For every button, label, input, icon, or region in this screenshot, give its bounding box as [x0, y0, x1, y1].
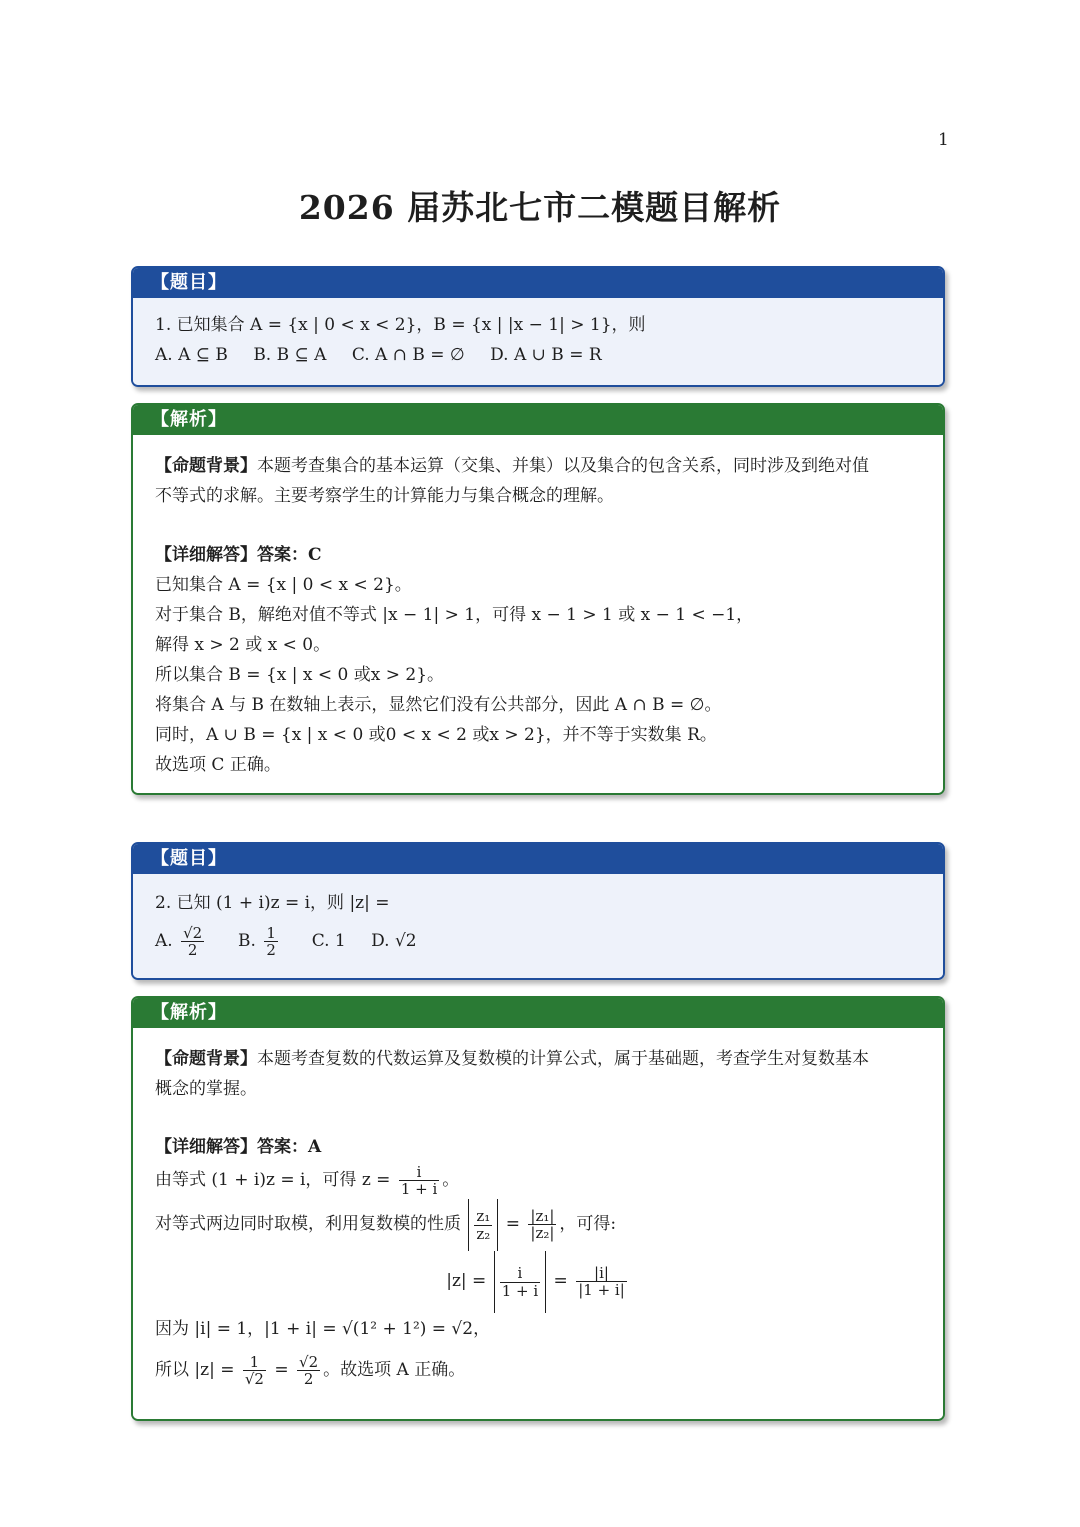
- problem-2-header: 【题目】: [133, 844, 943, 874]
- solution-1-step: 解得 x > 2 或 x < 0。: [155, 635, 331, 655]
- page-title: 2026 届苏北七市二模题目解析: [298, 188, 782, 227]
- background-text: 本题考查集合的基本运算（交集、并集）以及集合的包含关系，同时涉及到绝对值: [257, 456, 869, 476]
- answer: 答案：C: [257, 545, 322, 565]
- solution-2-header: 【解析】: [133, 998, 943, 1028]
- solution-2-display-equation: |z| = $\frac{i}{1 + i}$ = $\frac{|i|}{|1 + i|}$: [155, 1250, 921, 1312]
- problem-2-box: [131, 842, 945, 980]
- solution-2-background-cont: 概念的掌握。: [155, 1079, 257, 1099]
- background-text: 本题考查复数的代数运算及复数模的计算公式，属于基础题，考查学生对复数基本: [257, 1049, 869, 1069]
- option-d: D. √2: [371, 931, 417, 951]
- option-b: B. B ⊆ A: [253, 345, 327, 365]
- problem-1-box: [131, 266, 945, 387]
- solution-1-box: [131, 403, 945, 795]
- background-label: 【命题背景】: [155, 456, 257, 476]
- background-label: 【命题背景】: [155, 1049, 257, 1069]
- solution-1-step: 故选项 C 正确。: [155, 755, 281, 775]
- fraction: $\frac{|i|}{|1 + i|}$: [578, 1263, 625, 1299]
- solution-2-background: [155, 1044, 921, 1074]
- fraction: $\frac{1}{√2}$: [244, 1352, 264, 1388]
- solution-1-step: 已知集合 A = {x | 0 < x < 2}。: [155, 575, 412, 595]
- solution-2-box: [131, 996, 945, 1421]
- fraction: $\frac{i}{1 + i}$: [400, 1162, 438, 1198]
- page-number: 1: [938, 130, 949, 150]
- problem-1-header: 【题目】: [133, 268, 943, 298]
- solution-1-step: 所以集合 B = {x | x < 0 或x > 2}。: [155, 665, 445, 685]
- solution-1-background: [155, 451, 921, 481]
- solution-2-step-2: 对等式两边同时取模，利用复数模的性质 $\frac{\text{z₁}}{\text{z₂}}$ = $\frac{\text{|z₁|}}{\text{|z₂|}}$ ，可得:: [155, 1198, 921, 1250]
- option-a: A. $\frac{√2}{2}$: [155, 923, 203, 959]
- modulus-bars: $\frac{i}{1 + i}$: [494, 1251, 546, 1313]
- fraction: $\frac{√2}{2}$: [299, 1352, 319, 1388]
- option-c: C. 1: [311, 931, 346, 951]
- option-a: A. A ⊆ B: [155, 345, 228, 365]
- problem-1-stem: 1. 已知集合 A = {x | 0 < x < 2}，B = {x | |x − 1| > 1}，则: [155, 315, 646, 335]
- solution-1-answer-line: [155, 540, 921, 570]
- fraction: $\frac{\text{|z₁|}}{\text{|z₂|}}$: [530, 1206, 555, 1242]
- option-c: C. A ∩ B = ∅: [351, 345, 465, 365]
- answer: 答案：A: [257, 1137, 322, 1157]
- solution-2-step-3: 因为 |i| = 1，|1 + i| = √(1² + 1²) = √2，: [155, 1319, 491, 1339]
- solution-1-step: 将集合 A 与 B 在数轴上表示，显然它们没有公共部分，因此 A ∩ B = ∅。: [155, 695, 722, 715]
- solution-1-step: 同时，A ∪ B = {x | x < 0 或0 < x < 2 或x > 2}，并不等于实数集 R。: [155, 725, 717, 745]
- modulus-bars: $\frac{\text{z₁}}{\text{z₂}}$: [468, 1199, 498, 1251]
- option-d: D. A ∪ B = R: [490, 345, 602, 365]
- solution-1-step: 对于集合 B，解绝对值不等式 |x − 1| > 1，可得 x − 1 > 1 或 x − 1 < −1，: [155, 605, 754, 625]
- solution-1-background-cont: 不等式的求解。主要考察学生的计算能力与集合概念的理解。: [155, 486, 614, 506]
- solution-1-header: 【解析】: [133, 405, 943, 435]
- problem-1-options: [155, 340, 921, 370]
- problem-2-options: [155, 918, 921, 964]
- solution-2-step-1: 由等式 (1 + i)z = i，可得 z = $\frac{i}{1 + i}$ 。: [155, 1162, 460, 1198]
- solution-2-step-4: 所以 |z| = $\frac{1}{√2}$ = $\frac{√2}{2}$ 。故选项 A 正确。: [155, 1352, 466, 1388]
- solution-2-answer-line: [155, 1132, 921, 1162]
- detail-label: 【详细解答】: [155, 545, 257, 565]
- option-b: B. $\frac{1}{2}$: [238, 923, 276, 959]
- detail-label: 【详细解答】: [155, 1137, 257, 1157]
- problem-2-stem: 2. 已知 (1 + i)z = i，则 |z| =: [155, 893, 390, 913]
